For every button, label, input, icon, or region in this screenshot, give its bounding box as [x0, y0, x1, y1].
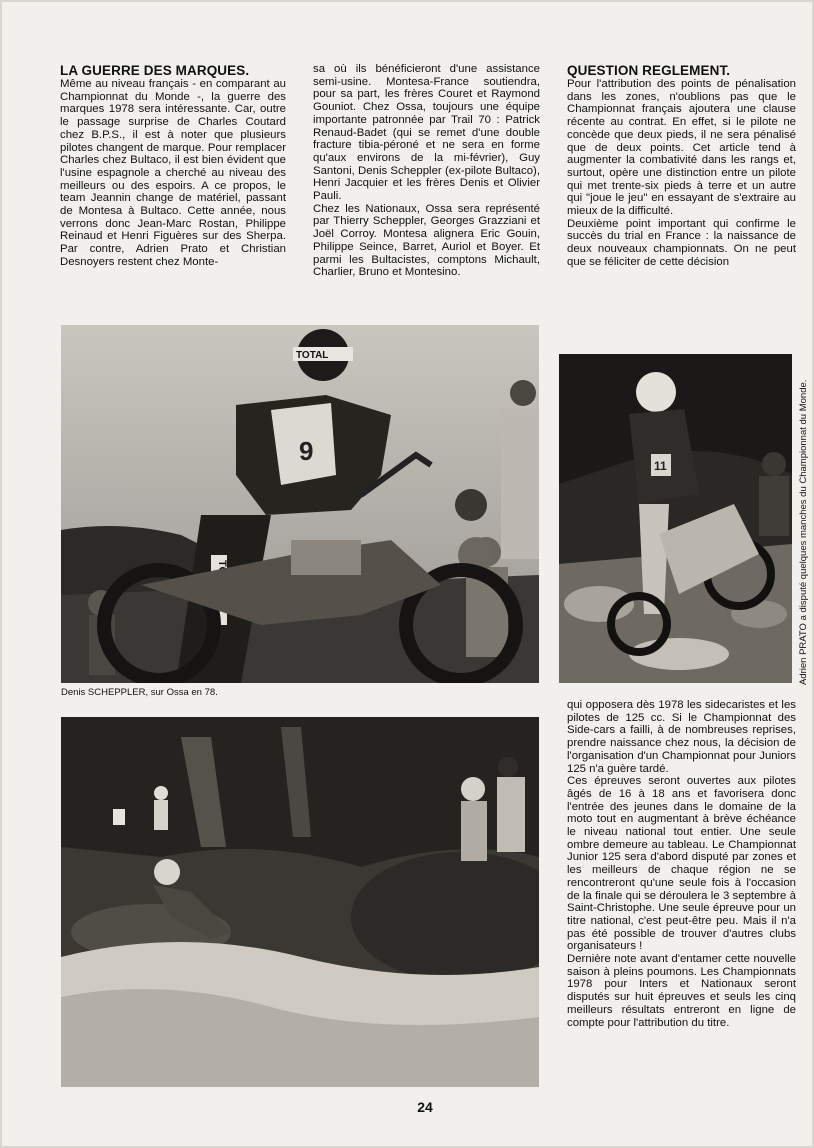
paragraph-col3b-3: Dernière note avant d'entamer cette nouvelle saison à pleins poumons. Les Championnats 1978 pour Inters et Nationaux seront disputés sur huit épreuves et seuls les cinq meilleurs résultats entreront en ligne de compte pour l'attribution du titre.	[567, 953, 796, 1029]
photo-scheppler-ossa	[61, 325, 539, 683]
column-2	[313, 63, 540, 279]
heading-guerre-des-marques: LA GUERRE DES MARQUES.	[60, 63, 250, 78]
column-1	[60, 63, 286, 269]
column-3-continued	[567, 699, 796, 1029]
paragraph-col3-2: Deuxième point important qui confirme le succès du trial en France : la naissance de deux nouveaux championnats. On ne peut que se féliciter de cette décision	[567, 217, 796, 268]
photo-prato	[559, 354, 792, 683]
photo-water-crossing	[61, 717, 539, 1087]
heading-question-reglement: QUESTION REGLEMENT.	[567, 63, 731, 78]
helmet-total-text: TOTAL	[296, 350, 329, 361]
caption-photo-2: Adrien PRATO a disputé quelques manches du Championnat du Monde.	[798, 379, 809, 685]
paragraph-col2-1: sa où ils bénéficieront d'une assistance semi-usine. Montesa-France soutiendra, pour sa part, les frères Couret et Raymond Gouniot. Chez Ossa, toujours une équipe importante patronnée par Trail 70 : Patrick Renaud-Badet (qui se remet d'une double fracture tibia-péroné et ne sera en forme qu'aux environs de la mi-février), Guy Santoni, Denis Scheppler (ex-pilote Bultaco), Henri Jacquier et les frères Denis et Olivier Pauli.	[313, 63, 540, 203]
prato-bib-number: 11	[654, 459, 667, 473]
paragraph-col2-2: Chez les Nationaux, Ossa sera représenté par Thierry Scheppler, Georges Grazziani et Joël Corroy. Montesa alignera Eric Gouin, Philippe Seince, Barret, Auriol et Boyer. Et parmi les Bultacistes, comptons Michault, Charlier, Bruno et Montesino.	[313, 202, 540, 279]
paragraph-col3-1: Pour l'attribution des points de pénalisation dans les zones, n'oublions pas que le Championnat français ajoutera une clause récente au contrat. En effet, si le pilote ne concède que deux pieds, il ne sera pénalisé que de deux points. Cet article tend à augmenter la combativité dans les rangs et, surtout, opère une distinction entre un pilote qui met trente-six pieds à terre et un autre qui "joue le jeu" en essayant de s'extraire au mieux de la difficulté.	[567, 78, 796, 218]
paragraph-col3b-1: qui opposera dès 1978 les sidecaristes et les pilotes de 125 cc. Si le Championnat des Side-cars a failli, à de nombreuses reprises, prendre naissance chez nous, la décision de l'organisation d'un Championnat pour Juniors 125 n'a guère tardé.	[567, 699, 796, 775]
column-3	[567, 63, 796, 269]
caption-photo-1: Denis SCHEPPLER, sur Ossa en 78.	[61, 687, 218, 698]
page-number: 24	[417, 1099, 433, 1115]
paragraph-col1: Même au niveau français - en comparant au Championnat du Monde -, la guerre des marques 1978 sera intéressante. Car, outre le passage surprise de Charles Coutard chez B.P.S., il est à noter que plusieurs pilotes changent de marque. Pour remplacer Charles chez Bultaco, il est bien évident que l'usine espagnole a cherché au niveau des meilleurs ou des espoirs. A ce propos, le team Jeannin change de matériel, passant de Montesa à Bultaco. Cette année, nous verrons donc Jean-Marc Rostan, Philippe Reinaud et Henri Figuères sur des Sherpa. Par contre, Adrien Prato et Christian Desnoyers restent chez Monte-	[60, 78, 286, 268]
rider-bib-number: 9	[299, 436, 314, 466]
paragraph-col3b-2: Ces épreuves seront ouvertes aux pilotes âgés de 16 à 18 ans et favorisera donc l'entrée des jeunes dans le domaine de la moto tout en augmentant à brève échéance le niveau national tout entier. Une seule ombre demeure au tableau. Le Championnat Junior 125 sera d'abord disputé par zones et les meilleurs de chaque région ne se rencontreront qu'une seule fois à l'occasion de la finale qui se déroulera le 3 septembre à Saint-Christophe. Une seule épreuve pour un titre national, c'est peut-être peu. Mais il n'a pas été possible de trouver d'autres clubs organisateurs !	[567, 775, 796, 953]
